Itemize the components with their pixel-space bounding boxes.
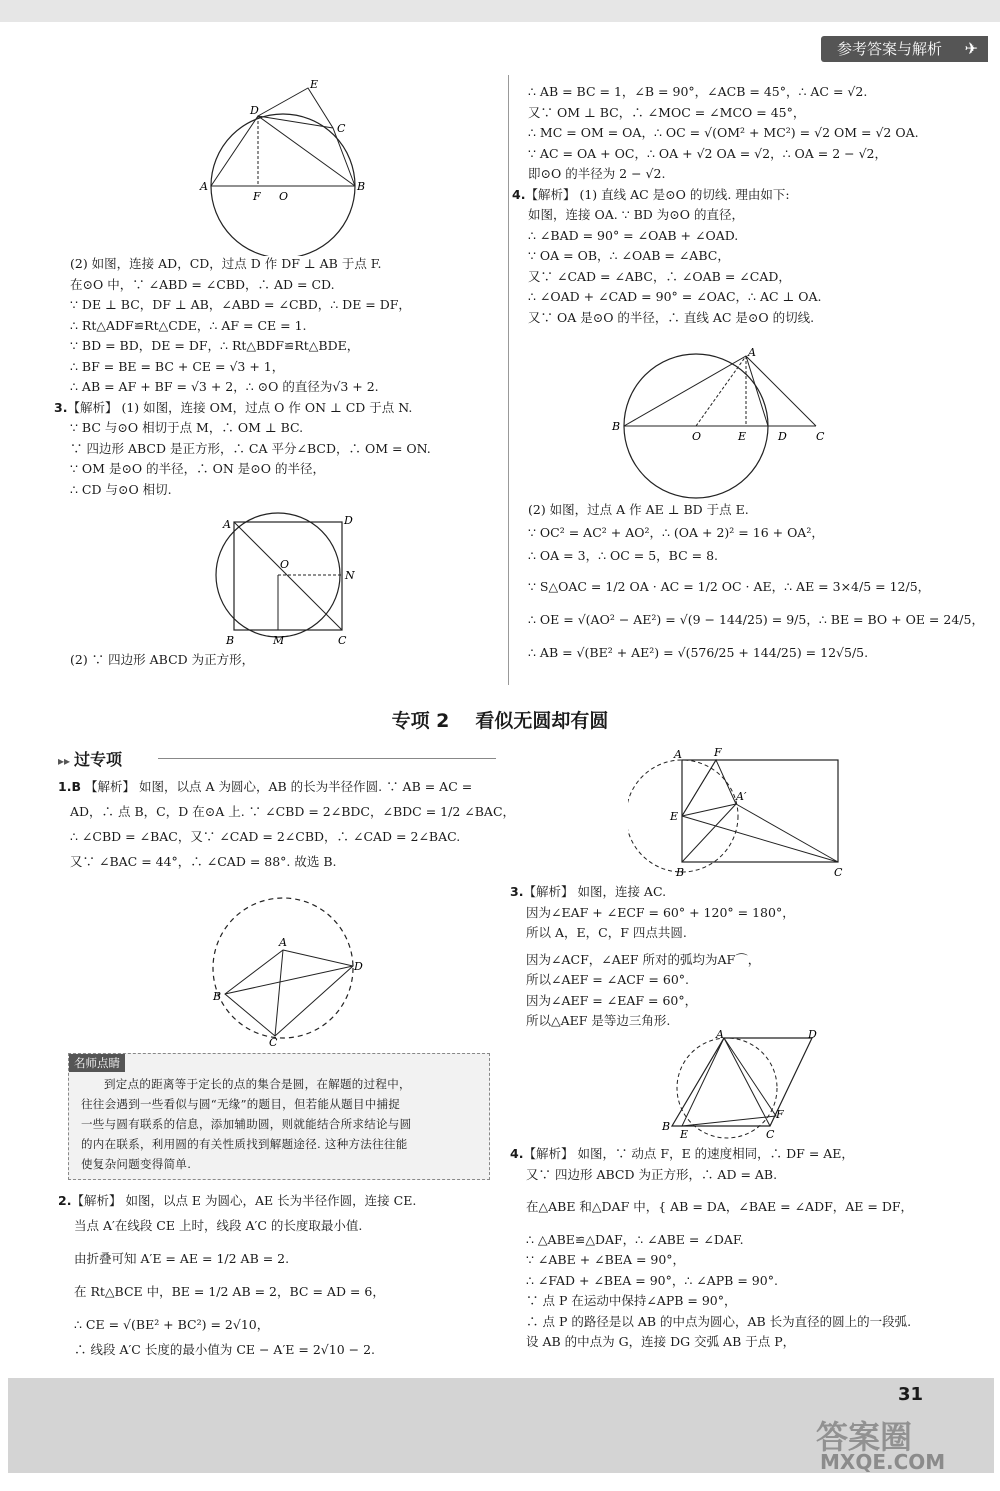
fig5-label-f: F <box>714 746 722 759</box>
text-line: ∴ MC = OM = OA，∴ OC = √(OM² + MC²) = √2 OM = √2 OA. <box>528 125 919 140</box>
left-q3-part2 <box>70 650 254 671</box>
fig6-label-f: F <box>776 1108 784 1121</box>
text-line: ∴ CD 与⊙O 相切. <box>70 481 172 497</box>
fig5-label-a-prime: A′ <box>736 790 747 803</box>
fig3-label-o: O <box>692 430 702 443</box>
figure-dashed-circle-abcd <box>205 888 365 1048</box>
text-line: ∵ S△OAC = 1/2 OA · AC = 1/2 OC · AE，∴ AE = 3×4/5 = 12/5， <box>528 579 931 594</box>
text-line: 设 AB 的中点为 G，连接 DG 交弧 AB 于点 P， <box>526 1334 796 1349</box>
answer-choice: B <box>71 779 81 794</box>
fig4-label-a: A <box>279 936 287 949</box>
fig6-label-b: B <box>662 1120 671 1133</box>
rocket-icon: ✈ <box>964 39 978 58</box>
text-line: 在△ABE 和△DAF 中，{ AB = DA，∠BAE = ∠ADF，AE = DF， <box>526 1199 914 1214</box>
text-line: ∵ OA = OB，∴ ∠OAB = ∠ABC， <box>528 248 730 263</box>
header-tab-label: 参考答案与解析 <box>836 40 942 58</box>
analysis-tag: 【解析】 <box>523 1146 574 1161</box>
text-line: 因为∠ACF，∠AEF 所对的弧均为AF⌒， <box>526 951 761 967</box>
text-line: 由折叠可知 A′E = AE = 1/2 AB = 2. <box>74 1251 290 1266</box>
tip-line: 使复杂问题变得简单. <box>81 1157 192 1171</box>
fig1-label-e: E <box>310 78 319 91</box>
fig6-label-e: E <box>680 1128 689 1140</box>
section-title <box>0 706 1000 733</box>
text-line: 所以∠AEF = ∠ACF = 60°. <box>526 972 690 987</box>
tip-line: 一些与圆有联系的信息，添加辅助圆，则就能结合所求结论与圆 <box>81 1117 412 1131</box>
fig4-label-c: C <box>269 1036 278 1048</box>
fig6-label-d: D <box>808 1030 817 1041</box>
analysis-tag: 【解析】 <box>84 779 135 794</box>
text-line: ∴ 线段 A′C 长度的最小值为 CE − A′E = 2√10 − 2. <box>74 1342 376 1357</box>
column-divider <box>508 75 509 685</box>
fig2-label-m: M <box>273 634 285 647</box>
text-line: 如图，以点 A 为圆心，AB 的长为半径作圆. ∵ AB = AC = <box>138 779 473 794</box>
tip-line: 到定点的距离等于定长的点的集合是圆，在解题的过程中， <box>104 1077 411 1091</box>
fig1-label-d: D <box>250 104 259 117</box>
figure-circle-tangent <box>606 344 836 504</box>
fig5-label-e: E <box>670 810 679 823</box>
text-line: (1) 如图，连接 OM，过点 O 作 ON ⊥ CD 于点 N. <box>121 399 413 415</box>
fig2-label-c: C <box>338 634 347 647</box>
figure-parallelogram-circle <box>652 1030 832 1140</box>
figure-rectangle-fold <box>628 746 858 880</box>
tip-text <box>81 1074 479 1174</box>
page-number: 31 <box>898 1384 924 1405</box>
text-line: 因为∠EAF + ∠ECF = 60° + 120° = 180°， <box>526 904 795 920</box>
left-q2 <box>58 1188 498 1362</box>
text-line: 因为∠AEF = ∠EAF = 60°， <box>526 992 698 1008</box>
text-line: ∴ AB = √(BE² + AE²) = √(576/25 + 144/25) = 12√5/5. <box>528 645 869 660</box>
text-line: ∴ AB = AF + BF = √3 + 2，∴ ⊙O 的直径为√3 + 2. <box>70 379 379 394</box>
text-line: 如图，以点 E 为圆心，AE 长为半径作圆，连接 CE. <box>125 1193 417 1208</box>
fig3-label-b: B <box>612 420 621 433</box>
question-number: 3. <box>54 399 68 415</box>
fig2-label-d: D <box>344 514 353 527</box>
text-line: 即⊙O 的半径为 2 − √2. <box>528 166 666 181</box>
text-line: ∴ CE = √(BE² + BC²) = 2√10， <box>74 1317 270 1332</box>
text-line: 如图，∵ 动点 F，E 的速度相同，∴ DF = AE， <box>577 1146 854 1161</box>
text-line: ∴ OA = 3，∴ OC = 5，BC = 8. <box>528 548 719 563</box>
fig6-label-c: C <box>766 1128 775 1140</box>
teacher-tip-box <box>68 1053 490 1180</box>
text-line: 又∵ ∠BAC = 44°，∴ ∠CAD = 88°. 故选 B. <box>70 854 337 869</box>
fig1-label-a: A <box>200 180 208 193</box>
text-line: ∴ OE = √(AO² − AE²) = √(9 − 144/25) = 9/5，∴ BE = BO + OE = 24/5， <box>528 612 984 627</box>
tip-label: 名师点睛 <box>69 1054 125 1072</box>
text-line: ∴ AB = BC = 1，∠B = 90°，∠ACB = 45°，∴ AC = √2. <box>528 84 868 99</box>
question-number: 1. <box>58 779 72 794</box>
text-line: 又∵ 四边形 ABCD 为正方形，∴ AD = AB. <box>526 1166 778 1182</box>
section-name: 看似无圆却有圆 <box>475 710 609 732</box>
text-line: 又∵ ∠CAD = ∠ABC，∴ ∠OAB = ∠CAD， <box>528 268 791 284</box>
fig5-label-b: B <box>676 866 685 879</box>
fig3-label-d: D <box>778 430 787 443</box>
analysis-tag: 【解析】 <box>67 399 118 415</box>
header-tab <box>821 36 988 62</box>
question-number: 3. <box>510 884 524 899</box>
text-line: AD，∴ 点 B，C，D 在⊙A 上. ∵ ∠CBD = 2∠BDC，∠BDC = 1/2 ∠BAC， <box>70 804 516 819</box>
watermark-logo: 答案圈 <box>816 1418 913 1456</box>
right-q4-part2 <box>528 498 984 664</box>
figure-square-circle <box>208 512 358 652</box>
text-line: 所以△AEF 是等边三角形. <box>526 1013 671 1028</box>
text-line: ∵ OM 是⊙O 的半径，∴ ON 是⊙O 的半径， <box>70 461 325 476</box>
question-number: 4. <box>512 186 526 202</box>
text-line: 又∵ OM ⊥ BC，∴ ∠MOC = ∠MCO = 45°， <box>528 104 806 120</box>
fig1-label-o: O <box>279 190 289 203</box>
text-line: ∴ ∠FAD + ∠BEA = 90°，∴ ∠APB = 90°. <box>526 1272 778 1288</box>
text-line: 如图，连接 AC. <box>577 884 667 899</box>
text-line: (2) 如图，连接 AD，CD，过点 D 作 DF ⊥ AB 于点 F. <box>70 256 382 271</box>
text-line: ∴ ∠BAD = 90° = ∠OAB + ∠OAD. <box>528 227 739 243</box>
question-number: 2. <box>58 1193 72 1208</box>
fig2-label-n: N <box>345 569 355 582</box>
text-line: ∴ BF = BE = BC + CE = √3 + 1， <box>70 358 285 374</box>
text-line: ∵ DE ⊥ BC，DF ⊥ AB，∠ABD = ∠CBD，∴ DE = DF， <box>70 297 411 312</box>
left-top-column <box>54 254 500 500</box>
fig1-label-f: F <box>253 190 261 203</box>
tip-line: 往往会遇到一些看似与圆“无缘”的题目，但若能从题目中捕捉 <box>81 1097 401 1111</box>
fig1-label-c: C <box>337 122 346 135</box>
text-line: 在 Rt△BCE 中，BE = 1/2 AB = 2，BC = AD = 6， <box>74 1284 385 1299</box>
right-top-column <box>512 82 968 328</box>
fig4-label-b: B <box>213 990 222 1003</box>
text-line: ∴ △ABE≌△DAF，∴ ∠ABE = ∠DAF. <box>526 1231 744 1247</box>
watermark-url: MXQE.COM <box>820 1450 946 1474</box>
fig5-label-a: A <box>674 748 682 761</box>
fig3-label-a: A <box>748 346 756 359</box>
section-number: 专项 2 <box>391 710 450 732</box>
fig6-label-a: A <box>716 1030 724 1041</box>
right-q4 <box>510 1144 980 1353</box>
text-line: ∵ OC² = AC² + AO²，∴ (OA + 2)² = 16 + OA²， <box>528 525 824 540</box>
question-number: 4. <box>510 1146 524 1161</box>
sub-heading <box>58 747 122 770</box>
fig3-label-e: E <box>738 430 747 443</box>
text-line: ∴ 点 P 的路径是以 AB 的中点为圆心，AB 长为直径的圆上的一段弧. <box>526 1313 912 1329</box>
text-line: 当点 A′在线段 CE 上时，线段 A′C 的长度取最小值. <box>74 1218 363 1233</box>
analysis-tag: 【解析】 <box>523 884 574 899</box>
text-line: ∵ BD = BD，DE = DF，∴ Rt△BDF≌Rt△BDE， <box>70 338 360 353</box>
fig2-label-a: A <box>223 518 231 531</box>
fig1-label-b: B <box>357 180 366 193</box>
text-line: (1) 直线 AC 是⊙O 的切线. 理由如下: <box>579 186 790 202</box>
text-line: (2) ∵ 四边形 ABCD 为正方形， <box>70 652 255 667</box>
analysis-tag: 【解析】 <box>71 1193 122 1208</box>
text-line: ∴ Rt△ADF≌Rt△CDE，∴ AF = CE = 1. <box>70 317 307 333</box>
left-bottom-column <box>58 774 516 874</box>
fig5-label-c: C <box>834 866 843 879</box>
text-line: 如图，连接 OA. ∵ BD 为⊙O 的直径， <box>528 207 744 222</box>
text-line: ∴ ∠OAD + ∠CAD = 90° = ∠OAC，∴ AC ⊥ OA. <box>528 289 822 304</box>
sub-heading-mark-icon: ▸▸ <box>58 754 71 768</box>
text-line: ∵ BC 与⊙O 相切于点 M，∴ OM ⊥ BC. <box>70 420 304 435</box>
sub-heading-label: 过专项 <box>74 750 123 769</box>
figure-circle-abcde <box>198 76 378 256</box>
fig3-label-c: C <box>816 430 825 443</box>
text-line: ∵ ∠ABE + ∠BEA = 90°， <box>526 1252 686 1267</box>
fig2-label-o: O <box>280 558 290 571</box>
text-line: (2) 如图，过点 A 作 AE ⊥ BD 于点 E. <box>528 502 749 517</box>
text-line: ∵ AC = OA + OC，∴ OA + √2 OA = √2，∴ OA = 2 − √2， <box>528 145 887 161</box>
header-strip <box>0 0 1000 22</box>
fig2-label-b: B <box>226 634 235 647</box>
right-q3 <box>510 882 970 1032</box>
fig4-label-d: D <box>354 960 363 973</box>
text-line: 又∵ OA 是⊙O 的半径，∴ 直线 AC 是⊙O 的切线. <box>528 309 815 325</box>
tip-line: 的内在联系，利用圆的有关性质找到解题途径. 这种方法往往能 <box>81 1137 408 1151</box>
text-line: ∵ 四边形 ABCD 是正方形，∴ CA 平分∠BCD，∴ OM = ON. <box>70 440 431 456</box>
text-line: ∵ 点 P 在运动中保持∠APB = 90°， <box>526 1293 737 1308</box>
analysis-tag: 【解析】 <box>525 186 576 202</box>
text-line: 所以 A，E，C，F 四点共圆. <box>526 925 687 940</box>
text-line: ∴ ∠CBD = ∠BAC，又∵ ∠CAD = 2∠CBD，∴ ∠CAD = 2∠BAC. <box>70 829 461 844</box>
sub-heading-rule <box>158 758 496 759</box>
text-line: 在⊙O 中，∵ ∠ABD = ∠CBD，∴ AD = CD. <box>70 276 335 292</box>
